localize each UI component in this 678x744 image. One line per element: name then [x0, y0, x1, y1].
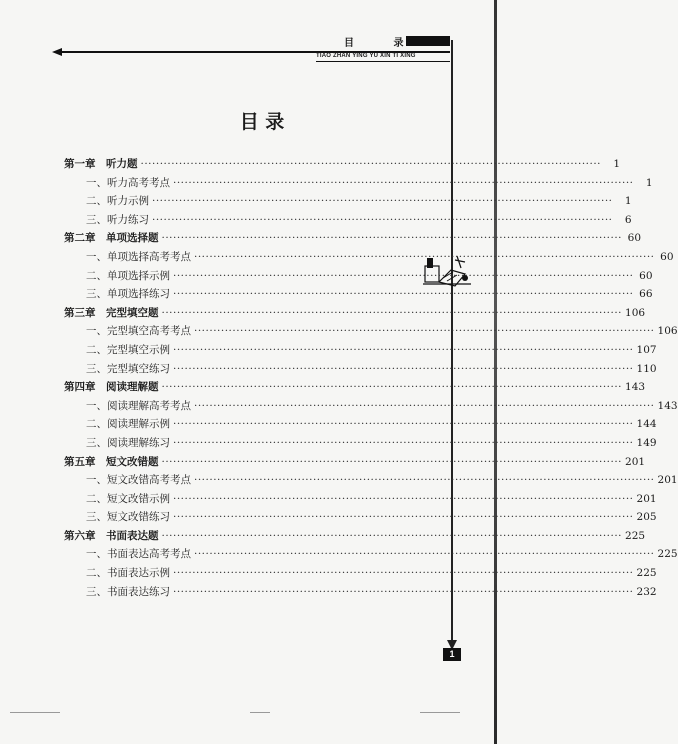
toc-entry-page: 110: [636, 362, 657, 375]
toc-leader-dots: ························································································································: [173, 269, 634, 282]
toc-section-row: [64, 211, 632, 230]
toc-leader-dots: ························································································································: [161, 306, 623, 319]
toc-leader-dots: ························································································································: [152, 195, 613, 208]
toc-leader-dots: ························································································································: [194, 325, 655, 338]
toc-entry-label: 一、短文改错高考考点: [86, 474, 191, 487]
toc-entry-label: 二、完型填空示例: [86, 343, 170, 356]
toc-entry-page: 1: [613, 158, 621, 170]
toc-leader-dots: ························································································································: [173, 176, 634, 189]
toc-entry-label: 第五章 短文改错题: [64, 455, 159, 468]
scan-artifact: [10, 712, 60, 713]
toc-entry-label: 二、短文改错示例: [86, 492, 170, 505]
toc-entry-page: 225: [636, 567, 657, 580]
toc-section-row: [64, 434, 657, 453]
header-pinyin: TIAO ZHAN YING YU XIN TI XING: [316, 53, 416, 59]
toc-chapter-row: [64, 527, 646, 546]
toc-chapter-row: [64, 304, 646, 323]
toc-entry-page: 106: [625, 306, 646, 319]
toc-section-row: [64, 341, 657, 360]
toc-chapter-row: [64, 229, 642, 248]
toc-section-row: [64, 564, 657, 583]
toc-entry-label: 三、书面表达练习: [86, 585, 170, 598]
toc-entry-label: 第一章 听力题: [64, 158, 138, 170]
toc-leader-dots: ························································································································: [173, 585, 634, 598]
toc-entry-page: 66: [639, 288, 653, 301]
toc-entry-page: 149: [636, 436, 657, 449]
toc-chapter-row: [64, 453, 646, 472]
toc-entry-page: 232: [636, 585, 657, 598]
toc-entry-page: 201: [636, 492, 657, 505]
toc-entry-label: 三、短文改错练习: [86, 511, 170, 524]
toc-leader-dots: ························································································································: [194, 399, 655, 412]
toc-section-row: [64, 415, 657, 434]
toc-entry-page: 225: [657, 548, 678, 561]
toc-leader-dots: ························································································································: [161, 455, 623, 468]
toc-entry-label: 三、阅读理解练习: [86, 436, 170, 449]
toc-entry-page: 60: [639, 269, 653, 282]
toc-section-row: [64, 583, 657, 602]
toc-entry-label: 一、阅读理解高考考点: [86, 399, 191, 412]
toc-section-row: [64, 490, 657, 509]
toc-entry-label: 二、阅读理解示例: [86, 418, 170, 431]
toc-entry-page: 1: [645, 176, 653, 189]
scan-artifact: [250, 712, 270, 713]
toc-leader-dots: ························································································································: [161, 381, 623, 394]
toc-entry-label: 一、完型填空高考考点: [86, 325, 191, 338]
toc-leader-dots: ························································································································: [140, 158, 602, 170]
toc-section-row: [64, 397, 678, 416]
toc-section-row: [64, 471, 678, 490]
toc-section-row: [64, 267, 653, 286]
toc-leader-dots: ························································································································: [194, 474, 655, 487]
toc-chapter-row: [64, 378, 646, 397]
toc-entry-label: 一、单项选择高考考点: [86, 250, 191, 263]
toc-section-row: [64, 248, 674, 267]
page-number: 1: [443, 648, 461, 661]
toc-entry-label: 二、单项选择示例: [86, 269, 170, 282]
toc-entry-label: 第六章 书面表达题: [64, 529, 159, 542]
toc-entry-page: 201: [625, 455, 646, 468]
toc-leader-dots: ························································································································: [173, 418, 634, 431]
toc-entry-page: 6: [624, 213, 632, 226]
toc-chapter-row: [64, 155, 621, 174]
toc-leader-dots: ························································································································: [152, 213, 613, 226]
toc-leader-dots: ························································································································: [173, 436, 634, 449]
toc-section-row: [64, 174, 653, 193]
toc-entry-label: 一、听力高考考点: [86, 176, 170, 189]
toc-leader-dots: ························································································································: [161, 529, 623, 542]
scan-artifact: [420, 712, 460, 713]
toc-entry-label: 二、听力示例: [86, 195, 149, 208]
toc-entry-page: 225: [625, 529, 646, 542]
page-title: 目 录: [239, 111, 285, 133]
toc-leader-dots: ························································································································: [173, 362, 634, 375]
toc-entry-page: 143: [657, 399, 678, 412]
toc-leader-dots: ························································································································: [173, 288, 634, 301]
toc-entry-label: 第四章 阅读理解题: [64, 381, 159, 394]
toc-section-row: [64, 508, 657, 527]
toc-entry-label: 三、完型填空练习: [86, 362, 170, 375]
toc-entry-label: 第三章 完型填空题: [64, 306, 159, 319]
toc-entry-label: 三、听力练习: [86, 213, 149, 226]
toc-entry-page: 107: [636, 343, 657, 356]
running-header: [0, 0, 504, 70]
toc-leader-dots: ························································································································: [161, 232, 623, 245]
toc-section-row: [64, 360, 657, 379]
toc-entry-page: 144: [636, 418, 657, 431]
toc-leader-dots: ························································································································: [173, 567, 634, 580]
header-title: 目 录: [344, 38, 422, 49]
toc-section-row: [64, 322, 678, 341]
toc-section-row: [64, 192, 632, 211]
header-underline: [316, 61, 450, 62]
toc-section-row: [64, 545, 678, 564]
toc-leader-dots: ························································································································: [173, 492, 634, 505]
table-of-contents: [64, 155, 678, 601]
toc-entry-page: 1: [624, 195, 632, 208]
toc-leader-dots: ························································································································: [173, 343, 634, 356]
toc-entry-page: 201: [657, 474, 678, 487]
toc-entry-page: 60: [627, 232, 642, 245]
toc-entry-label: 第二章 单项选择题: [64, 232, 159, 245]
toc-entry-label: 二、书面表达示例: [86, 567, 170, 580]
toc-entry-label: 一、书面表达高考考点: [86, 548, 191, 561]
toc-entry-page: 205: [636, 511, 657, 524]
toc-entry-label: 三、单项选择练习: [86, 288, 170, 301]
toc-leader-dots: ························································································································: [194, 250, 655, 263]
toc-leader-dots: ························································································································: [173, 511, 634, 524]
toc-section-row: [64, 285, 653, 304]
toc-leader-dots: ························································································································: [194, 548, 655, 561]
toc-entry-page: 143: [625, 381, 646, 394]
toc-entry-page: 60: [660, 250, 674, 263]
toc-entry-page: 106: [657, 325, 678, 338]
